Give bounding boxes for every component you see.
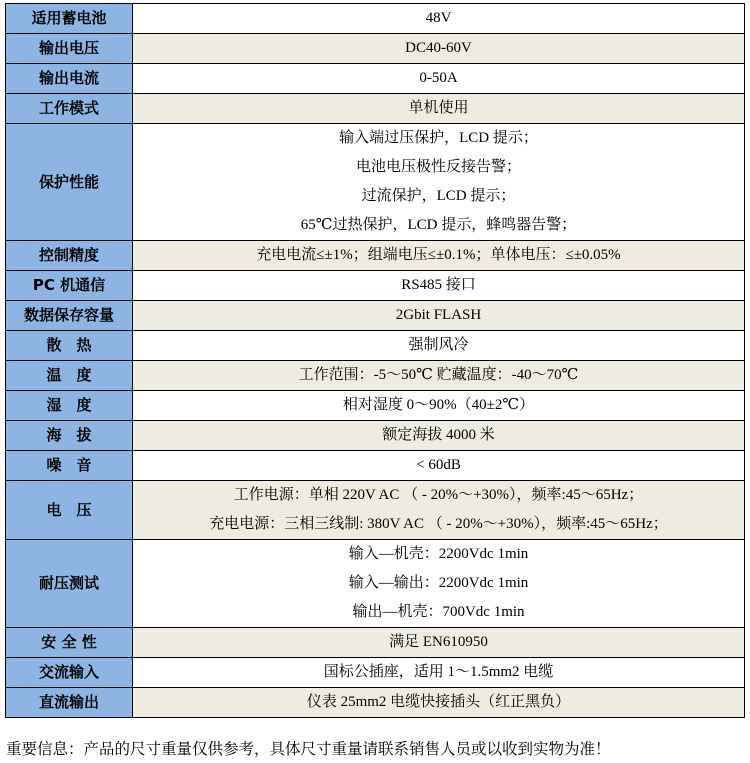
spec-row xyxy=(6,124,745,241)
spec-row xyxy=(6,540,745,628)
spec-value-line: 仪表 25mm2 电缆快接插头（红正黑负） xyxy=(306,694,571,710)
spec-value xyxy=(133,481,745,540)
spec-value-line: 满足 EN610950 xyxy=(389,634,488,650)
spec-value-line: 充电电源：三相三线制: 380V AC （ - 20%～+30%），频率:45～65Hz； xyxy=(209,516,668,532)
spec-value xyxy=(133,301,745,331)
spec-label: 输出电流 xyxy=(6,64,133,94)
spec-value-line: 额定海拔 4000 米 xyxy=(382,427,495,443)
spec-value-line: DC40-60V xyxy=(405,40,472,56)
spec-row xyxy=(6,688,745,718)
important-note: 重要信息：产品的尺寸重量仅供参考，具体尺寸重量请联系销售人员或以收到实物为准！ xyxy=(6,741,611,758)
spec-label: 输出电压 xyxy=(6,34,133,64)
spec-value-line: 48V xyxy=(425,10,452,26)
spec-value xyxy=(133,658,745,688)
spec-row xyxy=(6,331,745,361)
spec-label: 散 热 xyxy=(6,331,133,361)
spec-value-line: < 60dB xyxy=(416,457,461,473)
spec-value-line: 65℃过热保护，LCD 提示，蜂鸣器告警； xyxy=(300,217,577,233)
spec-value-line: 国标公插座，适用 1～1.5mm2 电缆 xyxy=(323,664,554,680)
spec-row xyxy=(6,271,745,301)
spec-row xyxy=(6,481,745,540)
spec-value xyxy=(133,94,745,124)
spec-value-line: 输入端过压保护，LCD 提示； xyxy=(339,130,538,146)
spec-row xyxy=(6,391,745,421)
spec-row xyxy=(6,4,745,34)
spec-value-line: 输入—机壳：2200Vdc 1min xyxy=(348,546,529,562)
spec-label: 安 全 性 xyxy=(6,628,133,658)
spec-value xyxy=(133,628,745,658)
spec-row xyxy=(6,301,745,331)
spec-value-line: 工作范围：-5～50℃ 贮藏温度：-40～70℃ xyxy=(298,367,579,383)
spec-row xyxy=(6,64,745,94)
spec-value xyxy=(133,688,745,718)
spec-value xyxy=(133,451,745,481)
spec-label: 耐压测试 xyxy=(6,540,133,628)
spec-label: 数据保存容量 xyxy=(6,301,133,331)
spec-value-line: 过流保护，LCD 提示； xyxy=(361,188,516,204)
spec-label: 交流输入 xyxy=(6,658,133,688)
spec-label: 温 度 xyxy=(6,361,133,391)
spec-value-line: 电池电压极性反接告警； xyxy=(355,159,521,175)
spec-label: 工作模式 xyxy=(6,94,133,124)
spec-value xyxy=(133,540,745,628)
spec-row xyxy=(6,34,745,64)
spec-value xyxy=(133,361,745,391)
spec-label: 电 压 xyxy=(6,481,133,540)
spec-value xyxy=(133,64,745,94)
spec-value-line: 充电电流≤±1%；组端电压≤±0.1%；单体电压：≤±0.05% xyxy=(256,247,621,263)
spec-value-line: 工作电源：单相 220V AC （ - 20%～+30%），频率:45～65Hz； xyxy=(233,487,644,503)
spec-label: 海 拔 xyxy=(6,421,133,451)
spec-row xyxy=(6,241,745,271)
spec-row xyxy=(6,361,745,391)
spec-value-line: 2Gbit FLASH xyxy=(395,307,482,323)
spec-value-line: 单机使用 xyxy=(408,100,469,116)
spec-row xyxy=(6,94,745,124)
spec-label: 保护性能 xyxy=(6,124,133,241)
spec-value xyxy=(133,421,745,451)
spec-table xyxy=(5,3,745,718)
spec-value xyxy=(133,124,745,241)
spec-row xyxy=(6,628,745,658)
spec-value-line: 0-50A xyxy=(419,70,458,86)
spec-label: 噪 音 xyxy=(6,451,133,481)
spec-row xyxy=(6,421,745,451)
spec-value xyxy=(133,34,745,64)
spec-value-line: 相对湿度 0～90%（40±2℃） xyxy=(342,397,535,413)
spec-value-line: 强制风冷 xyxy=(408,337,469,353)
spec-label: 控制精度 xyxy=(6,241,133,271)
spec-label: 适用蓄电池 xyxy=(6,4,133,34)
spec-label: 湿 度 xyxy=(6,391,133,421)
spec-value xyxy=(133,391,745,421)
spec-value-line: RS485 接口 xyxy=(401,277,476,293)
spec-label: 直流输出 xyxy=(6,688,133,718)
spec-value xyxy=(133,241,745,271)
spec-row xyxy=(6,451,745,481)
spec-row xyxy=(6,658,745,688)
spec-value xyxy=(133,4,745,34)
spec-value xyxy=(133,271,745,301)
spec-value-line: 输入—输出：2200Vdc 1min xyxy=(348,575,529,591)
spec-value-line: 输出—机壳：700Vdc 1min xyxy=(352,604,525,620)
spec-value xyxy=(133,331,745,361)
spec-label: PC 机通信 xyxy=(6,271,133,301)
